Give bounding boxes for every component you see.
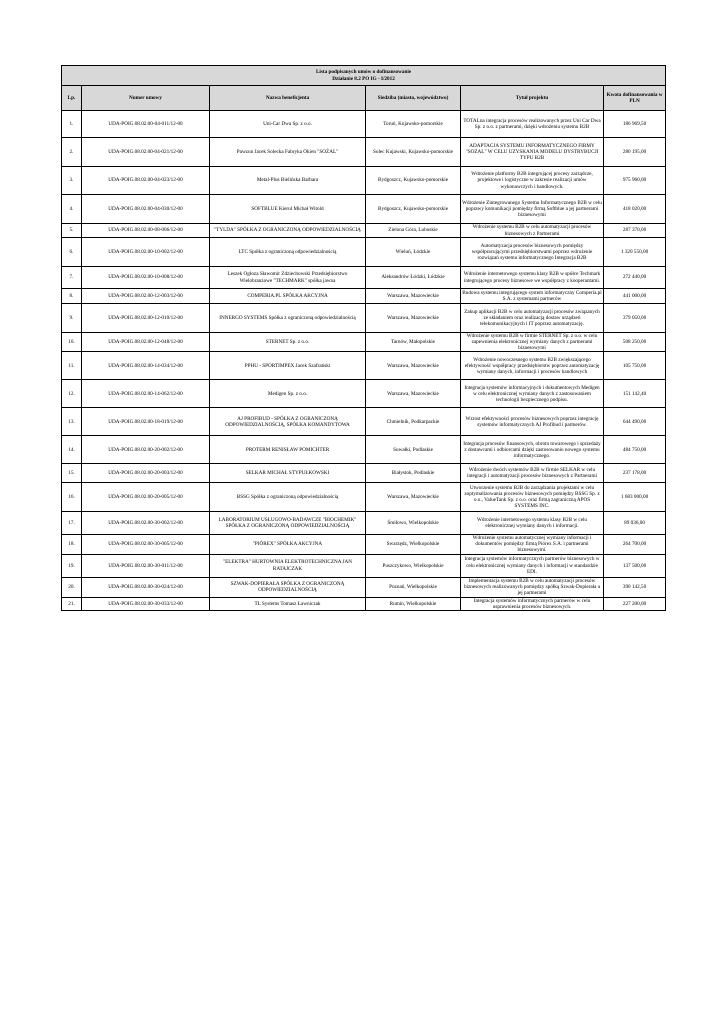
row-lp: 9. <box>62 304 82 333</box>
row-contract-number: UDA-POIG.08.02.00-04-011/12-00 <box>82 111 210 138</box>
table-row <box>62 111 666 138</box>
row-seat: Warszawa, Mazowieckie <box>366 304 461 333</box>
row-lp: 18. <box>62 535 82 554</box>
row-contract-number: UDA-POIG.08.02.00-14-034/12-00 <box>82 352 210 380</box>
row-lp: 17. <box>62 512 82 535</box>
row-contract-number: UDA-POIG.08.02.00-30-005/12-00 <box>82 535 210 554</box>
row-amount: 227 200,00 <box>604 597 666 610</box>
row-amount: 508 250,00 <box>604 333 666 352</box>
row-project-title: Integracja procesów finansowych, obrotu towarowego i sprzedaży z dostawcami i odbiorcami dzięki zastosowaniu nowego systemu informatycznego. <box>461 436 604 464</box>
col-header-amount: Kwota dofinansowania w PLN <box>604 86 666 111</box>
row-contract-number: UDA-POIG.08.02.00-18-019/12-00 <box>82 408 210 436</box>
row-contract-number: UDA-POIG.08.02.00-12-010/12-00 <box>82 304 210 333</box>
table-row <box>62 238 666 267</box>
row-lp: 10. <box>62 333 82 352</box>
column-header-row <box>62 86 666 111</box>
row-contract-number: UDA-POIG.08.02.00-30-002/12-00 <box>82 512 210 535</box>
row-amount: 151 142,40 <box>604 380 666 408</box>
row-lp: 1. <box>62 111 82 138</box>
row-beneficiary: SZWAK-DOPIERAŁA SPÓŁKA Z OGRANICZONĄ ODPOWIEDZIALNOŚCIĄ <box>210 577 366 597</box>
row-seat: Warszawa, Mazowieckie <box>366 352 461 380</box>
table-title-row <box>62 66 666 86</box>
row-contract-number: UDA-POIG.08.02.00-04-030/12-00 <box>82 195 210 224</box>
row-seat: Poznań, Wielkopolskie <box>366 577 461 597</box>
table-row <box>62 167 666 195</box>
title-line-2: Działanie 8.2 PO IG - I/2012 <box>332 75 395 82</box>
row-lp: 6. <box>62 238 82 267</box>
row-amount: 644 490,00 <box>604 408 666 436</box>
row-contract-number: UDA-POIG.08.02.00-20-005/12-00 <box>82 483 210 512</box>
row-lp: 16. <box>62 483 82 512</box>
col-header-lp: Lp. <box>62 86 82 111</box>
row-contract-number: UDA-POIG.08.02.00-30-033/12-00 <box>82 597 210 610</box>
table-row <box>62 138 666 167</box>
row-contract-number: UDA-POIG.08.02.00-04-021/12-00 <box>82 138 210 167</box>
row-contract-number: UDA-POIG.08.02.00-12-048/12-00 <box>82 333 210 352</box>
row-amount: 272 440,00 <box>604 267 666 289</box>
row-seat: Białystok, Podlaskie <box>366 464 461 483</box>
table-row <box>62 289 666 304</box>
row-beneficiary: LABORATORIUM USŁUGOWO-BADAWCZE "BIOCHEMIK" SPÓŁKA Z OGRANICZONĄ ODPOWIEDZIALNOŚCIĄ <box>210 512 366 535</box>
table-row <box>62 554 666 577</box>
row-project-title: Automatyzacja procesów biznesowych pomiędzy współpracującymi przedsiębiorstwami poprzez wdrożenie rozwiązań systemu informatycznego Integracja B2B <box>461 238 604 267</box>
row-amount: 418 020,00 <box>604 195 666 224</box>
row-lp: 20. <box>62 577 82 597</box>
row-project-title: Wdrożenie systemu automatycznej wymiany informacji i dokumentów pomiędzy firmą Piórex S.A. i partnerami biznesowymi. <box>461 535 604 554</box>
row-seat: Warszawa, Mazowieckie <box>366 483 461 512</box>
row-seat: Solec Kujawski, Kujawsko-pomorskie <box>366 138 461 167</box>
row-contract-number: UDA-POIG.08.02.00-20-003/12-00 <box>82 464 210 483</box>
row-amount: 89 036,00 <box>604 512 666 535</box>
row-beneficiary: Pawzun Jacek Solecka Fabryka Okien "SOŻAL" <box>210 138 366 167</box>
row-contract-number: UDA-POIG.08.02.00-12-003/12-00 <box>82 289 210 304</box>
row-contract-number: UDA-POIG.08.02.00-20-002/12-00 <box>82 436 210 464</box>
row-seat: Tarnów, Małopolskie <box>366 333 461 352</box>
row-beneficiary: "PIÓREX" SPÓŁKA AKCYJNA <box>210 535 366 554</box>
row-seat: Swarzędz, Wielkopolskie <box>366 535 461 554</box>
contracts-table <box>61 65 666 611</box>
row-seat: Puszczykowo, Wielkopolskie <box>366 554 461 577</box>
row-lp: 4. <box>62 195 82 224</box>
row-amount: 975 960,00 <box>604 167 666 195</box>
table-row <box>62 577 666 597</box>
row-lp: 7. <box>62 267 82 289</box>
table-row <box>62 408 666 436</box>
row-seat: Śmiłowo, Wielkopolskie <box>366 512 461 535</box>
row-lp: 14. <box>62 436 82 464</box>
row-project-title: Utworzenie systemu B2B do zarządzania projektami w celu zoptymalizowania procesów biznesowych pomiędzy BSSG Sp. z o.o., ValueTank Sp. z o.o. oraz firmą zagraniczną APOS SYSTEMS INC. <box>461 483 604 512</box>
row-project-title: Wdrożenie internetowego systemu klasy B2B w celu elektronicznej wymiany danych i informacji. <box>461 512 604 535</box>
table-title <box>62 66 666 86</box>
row-project-title: Wdrożenie systemu B2B w firmie STERNET Sp. z o.o. w celu zapewnienia elektronicznej wymiany danych z partnerami biznesowymi <box>461 333 604 352</box>
row-beneficiary: TL Systems Tomasz Ławniczak <box>210 597 366 610</box>
row-seat: Bydgoszcz, Kujawsko-pomorskie <box>366 195 461 224</box>
row-contract-number: UDA-POIG.08.02.00-14-062/12-00 <box>82 380 210 408</box>
table-row <box>62 195 666 224</box>
row-project-title: Integracja systemów informacyjnych i dokumentowych Medigen w celu elektronicznej wymiany danych z zastosowaniem technologii bezpiecznego podpisu. <box>461 380 604 408</box>
row-project-title: Wzrost efektywności procesów biznesowych poprzez integrację systemów informatycznych AJ Profibud i partnerów. <box>461 408 604 436</box>
table-row <box>62 483 666 512</box>
table-row <box>62 224 666 238</box>
row-amount: 237 178,00 <box>604 464 666 483</box>
row-project-title: Wdrożenie Zintegrowanego Systemu Informatycznego B2B w celu poprawy komunikacji pomiędzy firmą Softblue a jej partnerami biznesowymi <box>461 195 604 224</box>
row-project-title: Implementacja systemu B2B w celu automatyzacji procesów biznesowych realizowanych pomiędzy spółką Szwak-Dopierała a jej partnerami <box>461 577 604 597</box>
row-seat: Aleksandrów Łódzki, Łódzkie <box>366 267 461 289</box>
row-contract-number: UDA-POIG.08.02.00-04-023/12-00 <box>82 167 210 195</box>
row-beneficiary: Uni-Car Dwa Sp. z o.o. <box>210 111 366 138</box>
row-seat: Toruń, Kujawsko-pomorskie <box>366 111 461 138</box>
col-header-seat: Siedziba (miasto, województwo) <box>366 86 461 111</box>
title-line-1: Lista podpisanych umów o dofinansowanie <box>315 69 412 76</box>
table-row <box>62 436 666 464</box>
row-amount: 1 320 550,00 <box>604 238 666 267</box>
row-beneficiary: SELKAR MICHAŁ STYPUŁKOWSKI <box>210 464 366 483</box>
row-seat: Bydgoszcz, Kujawsko-pomorskie <box>366 167 461 195</box>
row-beneficiary: SOFTBLUE Kierul Michał Witold <box>210 195 366 224</box>
row-seat: Rumin, Wielkopolskie <box>366 597 461 610</box>
table-row <box>62 464 666 483</box>
table-row <box>62 597 666 610</box>
row-amount: 105 750,00 <box>604 352 666 380</box>
table-row <box>62 380 666 408</box>
table-row <box>62 352 666 380</box>
row-amount: 1 683 000,00 <box>604 483 666 512</box>
row-amount: 441 000,00 <box>604 289 666 304</box>
row-amount: 280 195,00 <box>604 138 666 167</box>
row-lp: 21. <box>62 597 82 610</box>
row-project-title: Budowa systemu integrującego system informatyczny Comperia.pl S.A. z systemami partnerów <box>462 289 602 302</box>
row-seat: Suwałki, Podlaskie <box>366 436 461 464</box>
row-lp: 2. <box>62 138 82 167</box>
table-body <box>62 111 666 611</box>
table-row <box>62 333 666 352</box>
row-beneficiary: BSSG Spółka z ograniczoną odpowiedzialnością <box>210 483 366 512</box>
row-seat: Wieluń, Łódzkie <box>366 238 461 267</box>
row-beneficiary: AJ PROFIBUD - SPÓŁKA Z OGRANICZONĄ ODPOWIEDZIALNOŚCIĄ, SPÓŁKA KOMANDYTOWA <box>210 408 366 436</box>
row-amount: 390 142,50 <box>604 577 666 597</box>
row-amount: 186 969,50 <box>604 111 666 138</box>
row-project-title: Integracja systemów informatycznych partnerów w celu usprawnienia procesów biznesowych. <box>461 597 604 610</box>
row-amount: 137 500,00 <box>604 554 666 577</box>
row-beneficiary: INNERGO SYSTEMS Spółka z ograniczoną odpowiedzialnością <box>210 304 366 333</box>
row-contract-number: UDA-POIG.08.02.00-30-011/12-00 <box>82 554 210 577</box>
row-contract-number: UDA-POIG.08.02.00-10-008/12-00 <box>82 267 210 289</box>
row-seat: Chmielnik, Podkarpackie <box>366 408 461 436</box>
row-lp: 15. <box>62 464 82 483</box>
row-project-title: Wdrożenie platformy B2B integrującej procesy zarządcze, projektowe i logistyczne w zakresie realizacji umów wykonawczych i handlowych. <box>461 167 604 195</box>
row-amount: 484 750,00 <box>604 436 666 464</box>
row-project-title: Wdrożenie dwóch systemów B2B w firmie SELKAR w celu integracji i automatyzacji procesów biznesowych z Partnerami <box>461 464 604 483</box>
row-beneficiary: "ELEKTRA" HURTOWNIA ELEKTROTECHNICZNA JAN RATAJCZAK <box>210 554 366 577</box>
row-lp: 11. <box>62 352 82 380</box>
row-lp: 19. <box>62 554 82 577</box>
row-project-title: Wdrożenie internetowego systemu klasy B2B w spółce Techmark integrującego procesy biznesowe we współpracy z kooperantami. <box>461 267 604 289</box>
row-project-title: Wdrożenie nowoczesnego systemu B2B zwiększającego efektywność współpracy przedsiębiorstw poprzez automatyzację wymiany danych, informacji i procesów handlowych <box>461 352 604 380</box>
row-project-title: Integracja systemów informatycznych partnerów biznesowych w celu elektronicznej wymiany danych i informacji w standardzie EDI. <box>461 554 604 577</box>
row-project-title: Wdrożenie systemu B2B w celu automatyzacji procesów biznesowych z Partnerami <box>461 224 604 238</box>
table-row <box>62 304 666 333</box>
row-amount: 379 050,00 <box>604 304 666 333</box>
row-beneficiary: Metal-Plus Bielińska Barbara <box>210 167 366 195</box>
row-project-title: ADAPTACJA SYSTEMU INFORMATYCZNEGO FIRMY "SOŻAL" W CELU UZYSKANIA MODELU DYSTRYBUCJI TYPU B2B <box>461 138 604 167</box>
row-lp: 13. <box>62 408 82 436</box>
row-contract-number: UDA-POIG.08.02.00-10-002/12-00 <box>82 238 210 267</box>
row-seat: Warszawa, Mazowieckie <box>366 289 461 304</box>
table-row <box>62 535 666 554</box>
table-row <box>62 512 666 535</box>
row-beneficiary: PPHU - SPORTIMPEX Jacek Szafrański <box>210 352 366 380</box>
row-beneficiary: PROTERM RENISŁAW POMICHTER <box>210 436 366 464</box>
row-beneficiary: COMPERIA.PL SPÓŁKA AKCYJNA <box>210 289 366 304</box>
row-project-title: TOTALna integracja procesów realizowanych przez Uni Car Dwa Sp. z o.o. z partnerami, dzięki wdrożeniu systemu B2B <box>461 111 604 138</box>
row-lp: 8. <box>62 289 82 304</box>
row-amount: 287 370,00 <box>604 224 666 238</box>
row-beneficiary: Medigen Sp. z o.o. <box>210 380 366 408</box>
row-beneficiary: LTC Spółka z ograniczoną odpowiedzialnością <box>210 238 366 267</box>
row-beneficiary: "TYLDA" SPÓŁKA Z OGRANICZONĄ ODPOWIEDZIALNOŚCIĄ <box>210 224 366 238</box>
row-seat: Zielona Góra, Lubuskie <box>366 224 461 238</box>
col-header-title: Tytuł projektu <box>461 86 604 111</box>
row-contract-number: UDA-POIG.08.02.00-30-024/12-00 <box>82 577 210 597</box>
row-amount: 264 700,00 <box>604 535 666 554</box>
table-row <box>62 267 666 289</box>
col-header-name: Nazwa beneficjenta <box>210 86 366 111</box>
row-seat: Warszawa, Mazowieckie <box>366 380 461 408</box>
row-lp: 5. <box>62 224 82 238</box>
col-header-number: Numer umowy <box>82 86 210 111</box>
row-beneficiary: STERNET Sp. z o.o. <box>210 333 366 352</box>
document-page <box>61 65 665 611</box>
row-contract-number: UDA-POIG.08.02.00-08-006/12-00 <box>82 224 210 238</box>
row-beneficiary: Leszek Ogłoza Sławomir Zdziechowski Przedsiębiorstwo Wielobranżowe "TECHMARK" spółka jawna <box>210 267 366 289</box>
row-project-title: Zakup aplikacji B2B w celu automatyzacji procesów związanych ze składaniem oraz realizacją dostaw urządzeń telekomunikacyjnych i IT poprzez automatyzację. <box>461 304 604 333</box>
row-lp: 3. <box>62 167 82 195</box>
row-lp: 12. <box>62 380 82 408</box>
